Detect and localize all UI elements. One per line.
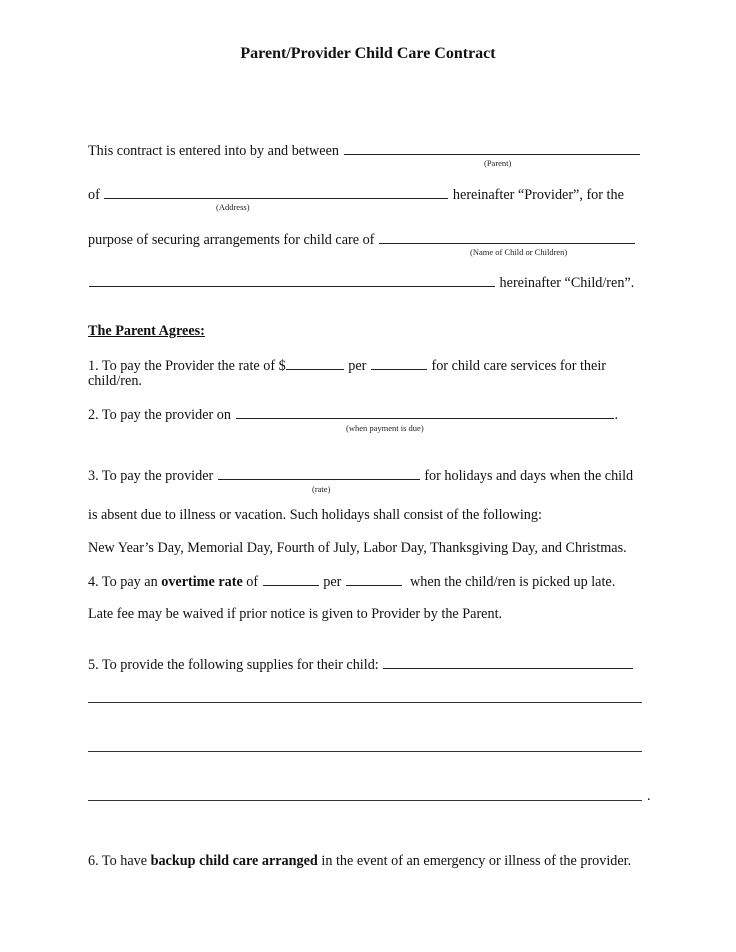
item-5: [88, 656, 634, 674]
holiday-rate-field[interactable]: [218, 467, 420, 480]
item-4-suffix: when the child/ren is picked up late.: [409, 574, 616, 590]
intro-line-4: [88, 274, 634, 292]
item-6-text: 6. To have: [88, 853, 148, 869]
item-3-text: 3. To pay the provider: [88, 468, 214, 484]
item-5-text: 5. To provide the following supplies for their child:: [88, 657, 379, 673]
child-definition: hereinafter “Child/ren”.: [499, 275, 635, 291]
purpose-text: purpose of securing arrangements for child care of: [88, 232, 375, 248]
item-1-text: 1. To pay the Provider the rate of $: [88, 358, 286, 374]
overtime-rate-label: overtime rate: [161, 574, 243, 590]
child-name-caption: (Name of Child or Children): [470, 247, 568, 257]
supplies-line-2[interactable]: [88, 702, 642, 703]
section-heading: The Parent Agrees:: [88, 323, 205, 339]
supplies-end-period: .: [647, 788, 651, 804]
supplies-line-4[interactable]: [88, 800, 642, 801]
payment-due-field[interactable]: [236, 406, 614, 419]
payment-due-caption: (when payment is due): [346, 423, 424, 433]
rate-amount-field[interactable]: [286, 357, 344, 370]
item-1-per: per: [348, 358, 367, 374]
item-4-of: of: [246, 574, 259, 590]
child-name-field-continued[interactable]: [89, 274, 495, 287]
item-3: [88, 467, 633, 485]
address-field[interactable]: [104, 186, 448, 199]
provider-definition: hereinafter “Provider”, for the: [452, 187, 624, 203]
of-label: of: [88, 187, 100, 203]
address-caption: (Address): [216, 202, 250, 212]
late-fee-note: Late fee may be waived if prior notice is given to Provider by the Parent.: [88, 606, 503, 622]
item-4: [88, 573, 615, 591]
item-1-continued: child/ren.: [88, 373, 142, 389]
item-3-continued: is absent due to illness or vacation. Such holidays shall consist of the following:: [88, 507, 542, 523]
intro-text-1: This contract is entered into by and between: [88, 143, 339, 159]
supplies-field[interactable]: [383, 656, 633, 669]
rate-period-field[interactable]: [371, 357, 427, 370]
parent-name-field[interactable]: [344, 142, 640, 155]
holidays-list: New Year’s Day, Memorial Day, Fourth of July, Labor Day, Thanksgiving Day, and Christmas.: [88, 540, 627, 556]
item-4-per: per: [323, 574, 342, 590]
item-1-suffix: for child care services for their: [431, 358, 606, 374]
supplies-line-3[interactable]: [88, 751, 642, 752]
item-6-suffix: in the event of an emergency or illness of the provider.: [321, 853, 632, 869]
parent-caption: (Parent): [484, 158, 512, 168]
item-3-suffix: for holidays and days when the child: [424, 468, 634, 484]
item-6: [88, 853, 631, 870]
item-2-period: .: [614, 407, 619, 423]
item-1: [88, 357, 606, 375]
backup-care-label: backup child care arranged: [150, 853, 318, 869]
item-4-text: 4. To pay an: [88, 574, 158, 590]
item-2-text: 2. To pay the provider on: [88, 407, 231, 423]
child-name-field[interactable]: [379, 231, 635, 244]
intro-line-1: [88, 142, 641, 160]
overtime-amount-field[interactable]: [263, 573, 319, 586]
overtime-period-field[interactable]: [346, 573, 402, 586]
holiday-rate-caption: (rate): [312, 484, 331, 494]
intro-line-2: [88, 186, 624, 204]
item-2: [88, 406, 618, 424]
document-title: Parent/Provider Child Care Contract: [240, 45, 496, 62]
